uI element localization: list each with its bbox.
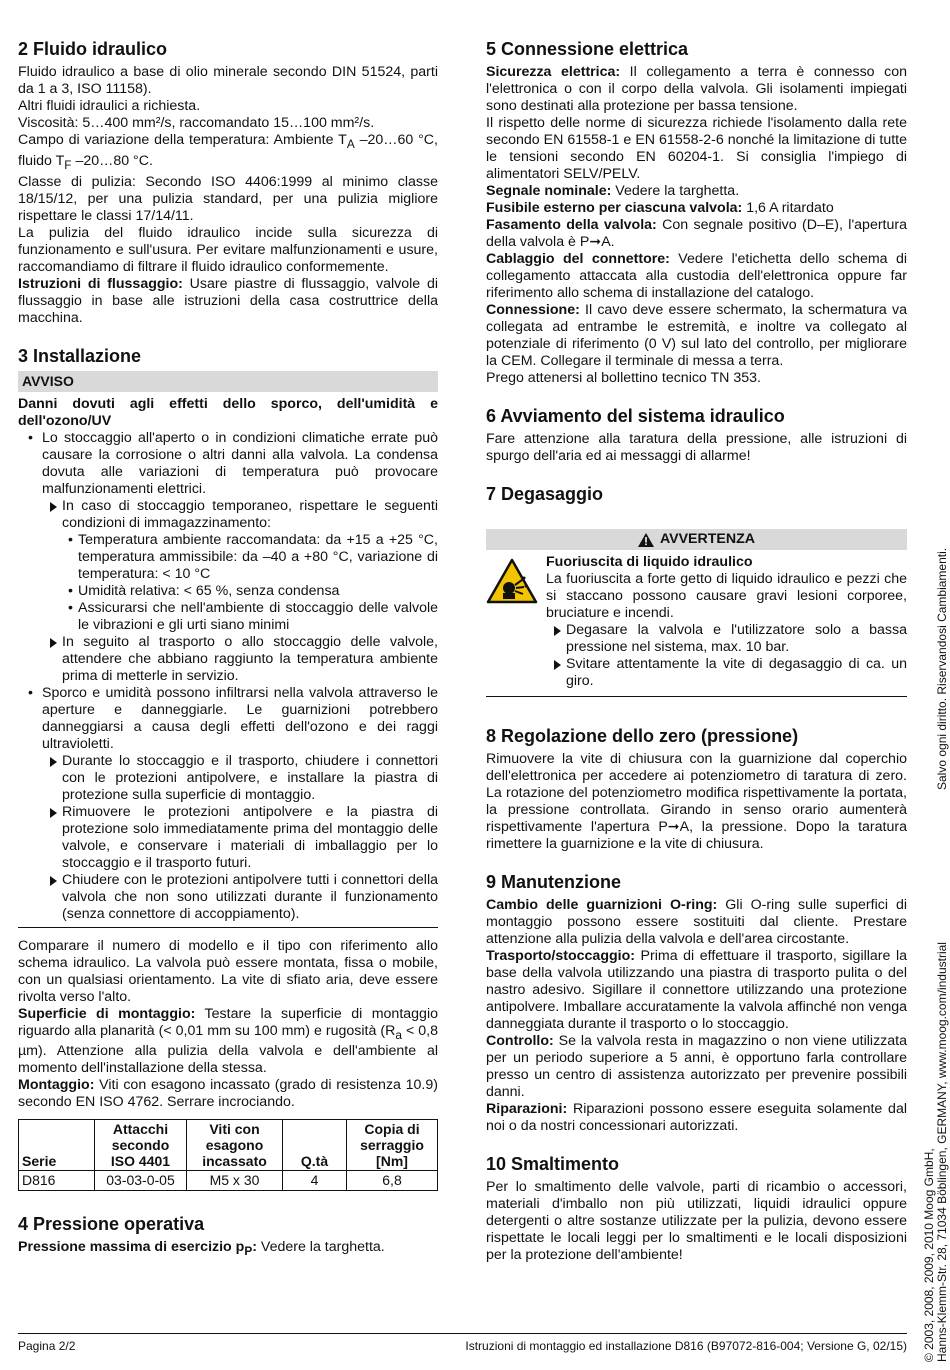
paragraph	[18, 1239, 438, 1260]
subscript: F	[64, 157, 72, 172]
action-item: Rimuovere le protezioni antipolvere e la piastra di protezione solo immediatamente prima del montaggio delle valvole, e conservare i materiali di imballaggio per lo stoccaggio e il trasporto futuri.	[48, 804, 438, 872]
paragraph	[486, 217, 907, 251]
sub-list	[62, 532, 438, 634]
text: Pressione massima di esercizio p	[18, 1239, 245, 1256]
table-cell: 03-03-0-05	[95, 1171, 187, 1191]
text: –20…80 °C.	[71, 152, 153, 169]
warning-icon	[638, 533, 654, 547]
paragraph	[486, 948, 907, 1033]
paragraph: Viscosità: 5…400 mm²/s, raccomandato 15…100 mm²/s.	[18, 115, 375, 131]
section-title: 2 Fluido idraulico	[18, 39, 168, 59]
table-header: Copia di serraggio [Nm]	[347, 1120, 438, 1171]
section-pressure	[18, 1213, 438, 1260]
action-item: Svitare attentamente la vite di degasaggio di ca. un giro.	[552, 656, 907, 690]
label: Connessione:	[486, 302, 580, 318]
sub-item: • Temperatura ambiente raccomandata: da +15 a +25 °C, temperatura ammissibile: da –40 a +80 °C, variazione di temperatura: < 10 °C	[68, 532, 438, 583]
paragraph: La fuoriuscita a forte getto di liquido idraulico e pezzi che si staccano possono causare gravi lesioni corporee, bruciature e incendi.	[546, 571, 907, 621]
section-electrical	[486, 38, 907, 387]
paragraph	[486, 897, 907, 948]
page-number: Pagina 2/2	[18, 1339, 76, 1353]
table-header: Q.tà	[283, 1120, 347, 1171]
right-column	[486, 38, 907, 1282]
section-startup	[486, 405, 907, 465]
warning-text	[546, 554, 907, 690]
table-cell: 4	[283, 1171, 347, 1191]
text: Riparazioni possono essere eseguita solamente dal noi o da nostri concessionari autorizzati.	[486, 1101, 907, 1134]
notice-label: AVVISO	[18, 371, 438, 392]
label: Riparazioni:	[486, 1101, 568, 1117]
document-reference: Istruzioni di montaggio ed installazione D816 (B97072-816-004; Versione G, 02/15)	[465, 1339, 907, 1353]
paragraph: Classe di pulizia: Secondo ISO 4406:1999 al minimo classe 18/15/12, per una pulizia standard, per una pulizia migliore rispettare le classi 17/14/11.	[18, 173, 438, 224]
action-item: Degasare la valvola e l'utilizzatore solo a bassa pressione nel sistema, max. 10 bar.	[552, 622, 907, 656]
text: Usare piastre di flussaggio, valvole di flussaggio in base alle istruzioni della casa costruttrice della macchina.	[18, 275, 438, 326]
warning-label: AVVERTENZA	[659, 531, 756, 547]
section-degassing	[486, 483, 907, 697]
label: Istruzioni di flussaggio:	[18, 275, 183, 292]
text: –20…60 °C, fluido T	[18, 132, 438, 169]
paragraph	[486, 251, 907, 302]
text: Vedere la targhetta.	[256, 1239, 385, 1256]
warning-title: Fuoriuscita di liquido idraulico	[546, 554, 753, 570]
paragraph: Altri fluidi idraulici a richiesta.	[18, 98, 201, 114]
paragraph: Rimuovere la vite di chiusura con la guarnizione dal coperchio dell'elettronica per accedere ai potenziometro di taratura di zero. La rotazione del potenziometro modifica rispettivamente la portata, la pressione controllata. Girando in senso orario aumenterà rispettivamente l'apertura P➞A, la pressione. Dopo la taratura rimettere la guarnizione e la vite di chiusura.	[486, 751, 907, 852]
paragraph	[486, 302, 907, 370]
text: :	[252, 1239, 257, 1256]
paragraph	[486, 183, 907, 200]
text: Il collegamento a terra è connesso con l'elettronica o con il corpo della valvola. Gli isolamenti impiegati sono destinati alla protezione per bassa tensione.	[486, 64, 907, 114]
paragraph	[486, 64, 907, 115]
text: Lo stoccaggio all'aperto o in condizioni climatiche errate può causare la corrosione o altri danni alla valvola. La condensa dovuta alle variazioni di temperatura può provocare malfunzionamenti elettrici.	[42, 429, 438, 497]
text: Con segnale positivo (D–E), l'apertura della valvola è P➞A.	[486, 217, 908, 250]
hydraulic-leak-icon	[486, 554, 538, 690]
text: Campo di variazione della temperatura: Ambiente T	[18, 132, 347, 148]
label: Controllo:	[486, 1033, 554, 1049]
action-item: In seguito al trasporto o allo stoccaggio delle valvole, attendere che abbiano raggiunto la temperatura ambiente prima di metterle in servizio.	[48, 634, 438, 685]
copyright-line: © 2003, 2008, 2009, 2010 Moog GmbH,	[922, 1148, 936, 1362]
section-title: 5 Connessione elettrica	[486, 39, 689, 59]
label: Cambio delle guarnizioni O-ring:	[486, 897, 718, 913]
paragraph	[18, 1006, 438, 1078]
section-title: 8 Regolazione dello zero (pressione)	[486, 726, 799, 746]
table-header: Viti con esagono incassato	[187, 1120, 283, 1171]
section-maintenance	[486, 871, 907, 1135]
table-row	[19, 1171, 438, 1191]
section-zero-adjust	[486, 725, 907, 853]
text: Viti con esagono incassato (grado di resistenza 10.9) secondo EN ISO 4762. Serrare incrociando.	[18, 1077, 438, 1111]
table-header-row	[19, 1120, 438, 1171]
mounting-table	[18, 1119, 438, 1191]
text: Il cavo deve essere schermato, la schermatura va collegata ad entrambe le estremità, e inoltre va collegato al potenziale di riferimento (0 V) sul lato del controllo, per migliorare la CEM. Collegare il terminale di messa a terra.	[486, 302, 907, 369]
warning-bar	[486, 529, 907, 550]
action-list	[546, 622, 907, 690]
paragraph: Comparare il numero di modello e il tipo con riferimento allo schema idraulico. La valvola può essere montata, fissa o mobile, con un qualsiasi orientamento. La vite di sfiato aria, deve essere rivolta verso l'alto.	[18, 937, 438, 1005]
rights-notice: Salvo ogni diritto. Riservandosi Cambiamenti.	[935, 547, 949, 790]
paragraph	[18, 1077, 438, 1111]
text: Testare la superficie di montaggio riguardo alla planarità (< 0,01 mm su 100 mm) e rugosità (R	[18, 1005, 438, 1039]
action-list	[42, 498, 438, 685]
footer-divider	[18, 1333, 907, 1334]
label: Trasporto/stoccaggio:	[486, 948, 635, 964]
paragraph: Prego attenersi al bollettino tecnico TN 353.	[486, 370, 761, 386]
paragraph: Fluido idraulico a base di olio minerale secondo DIN 51524, parti da 1 a 3, ISO 11158).	[18, 64, 438, 97]
section-installation	[18, 345, 438, 1192]
table-cell: M5 x 30	[187, 1171, 283, 1191]
divider	[18, 927, 438, 928]
address-line: Hanns-Klemm-Str. 28, 71034 Böblingen, GERMANY, www.moog.com/industrial	[935, 942, 949, 1362]
section-title: 3 Installazione	[18, 345, 142, 366]
action-item	[48, 498, 438, 634]
table-header: Serie	[19, 1120, 95, 1171]
section-title: 6 Avviamento del sistema idraulico	[486, 406, 785, 426]
label: Cablaggio del connettore:	[486, 251, 670, 267]
divider	[486, 696, 907, 697]
section-title: 7 Degasaggio	[486, 484, 604, 504]
paragraph	[18, 276, 438, 327]
table-cell: 6,8	[347, 1171, 438, 1191]
warning-body	[486, 550, 907, 690]
paragraph: Fare attenzione alla taratura della pressione, alle istruzioni di spurgo dell'aria ed ai messaggi di allarme!	[486, 431, 907, 464]
section-disposal	[486, 1153, 907, 1264]
sub-item: • Assicurarsi che nell'ambiente di stoccaggio delle valvole le vibrazioni e gli urti siano minimi	[68, 600, 438, 634]
text: Prima di effettuare il trasporto, sigillare la base della valvola utilizzando una piastra di trasporto pulita o del nastro adesivo. Sigillare il connettore utilizzando una protezione antipolvere. Imballare accuratamente la valvola affinché non venga danneggiata durante il trasporto o lo stoccaggio.	[486, 948, 907, 1032]
left-column	[18, 38, 438, 1278]
list-item	[28, 685, 438, 923]
text: 1,6 A ritardato	[742, 200, 834, 216]
subscript: A	[346, 136, 355, 151]
paragraph: Per lo smaltimento delle valvole, parti di ricambio o accessori, materiali d'imballo non più utilizzati, liquidi idraulici oppure detergenti o altre sostanze utilizzate per la pulizia, devono essere rispettate le locali leggi per lo smaltimenti e le locali disposizioni per la protezione dell'ambiente!	[486, 1179, 907, 1263]
section-title: 4 Pressione operativa	[18, 1214, 205, 1235]
paragraph	[486, 1033, 907, 1101]
paragraph	[486, 200, 907, 217]
paragraph: La pulizia del fluido idraulico incide sulla sicurezza di funzionamento e sull'usura. Per evitare malfunzionamenti e usure, raccomandiamo di filtrare il fluido idraulico conformemente.	[18, 224, 438, 275]
paragraph	[18, 132, 438, 174]
label: Sicurezza elettrica:	[486, 64, 621, 80]
action-list	[42, 753, 438, 923]
label: Fasamento della valvola:	[486, 217, 657, 233]
text: In caso di stoccaggio temporaneo, rispettare le seguenti condizioni di immagazzinamento:	[62, 497, 438, 531]
label: Segnale nominale:	[486, 183, 612, 199]
notice-title: Danni dovuti agli effetti dello sporco, dell'umidità e dell'ozono/UV	[18, 395, 438, 429]
list-item	[28, 430, 438, 685]
text: Vedere l'etichetta dello schema di collegamento attaccata alla custodia dell'elettronica oppure far riferimento allo schema di installazione del catalogo.	[486, 251, 907, 301]
label: Montaggio:	[18, 1077, 95, 1094]
text: Gli O-ring sulle superfici di montaggio possono essere sostituiti dal cliente. Prestare attenzione alla pulizia della valvola e dell'area circostante.	[486, 897, 907, 947]
section-title: 10 Smaltimento	[486, 1154, 620, 1174]
text: Se la valvola resta in magazzino o non viene utilizzata per un periodo superiore a 5 anni, è opportuno farla controllare presso un centro di assistenza autorizzato per prevenire possibili danni.	[486, 1033, 907, 1100]
action-item: Chiudere con le protezioni antipolvere tutti i connettori della valvola che non sono utilizzati durante il funzionamento (senza connettore di accoppiamento).	[48, 872, 438, 923]
label: Fusibile esterno per ciascuna valvola:	[486, 200, 743, 216]
table-header: Attacchi secondo ISO 4401	[95, 1120, 187, 1171]
subscript: P	[244, 1244, 253, 1259]
subscript: a	[395, 1027, 402, 1042]
action-item: Durante lo stoccaggio e il trasporto, chiudere i connettori con le protezioni antipolvere, e installare la piastra di protezione sulla superficie di montaggio.	[48, 753, 438, 804]
paragraph: Il rispetto delle norme di sicurezza richiede l'isolamento dalla rete secondo EN 61558-1 e EN 61558-2-6 nonché la limitazione di tutte le tensioni secondo EN 60204-1. Si consiglia l'impiego di alimentatori SELV/PELV.	[486, 115, 907, 182]
notice-list	[18, 430, 438, 923]
section-title: 9 Manutenzione	[486, 872, 622, 892]
text: Sporco e umidità possono infiltrarsi nella valvola attraverso le aperture e danneggiarle. Le guarnizioni potrebbero danneggiarsi a causa degli effetti dell'ozono e dei raggi ultravioletti.	[42, 684, 438, 752]
section-fluid	[18, 38, 438, 327]
text: < 0,8 µm). Attenzione alla pulizia della valvola e dell'ambiente al momento dell'installazione della stessa.	[18, 1022, 438, 1077]
label	[18, 1239, 257, 1259]
table-cell: D816	[19, 1171, 95, 1191]
text: Vedere la targhetta.	[611, 183, 740, 199]
label: Superficie di montaggio:	[18, 1005, 196, 1022]
paragraph	[486, 1101, 907, 1135]
sub-item: • Umidità relativa: < 65 %, senza condensa	[68, 583, 438, 600]
